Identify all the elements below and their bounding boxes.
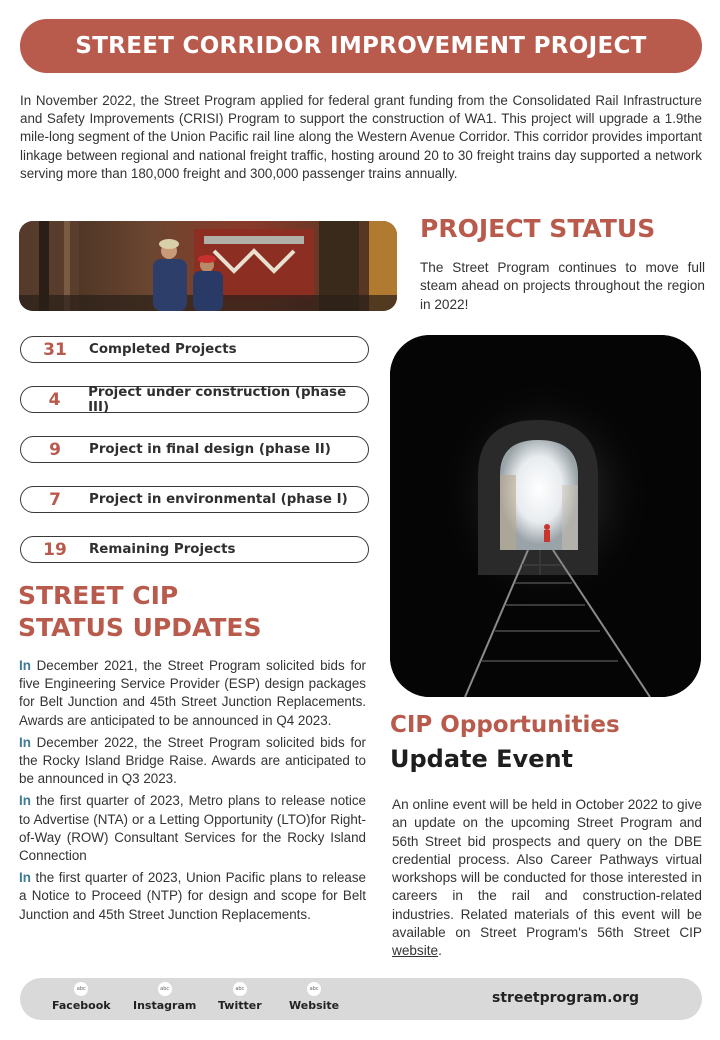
intro-paragraph: In November 2022, the Street Program applied for federal grant funding from the Consolidated Rail Infrastructure and Safety Improvements (CRISI) Program to support the construction of WA1. This project will upgrade a 1.9the mile-long segment of the Union Pacific rail line along the Western Avenue Corridor. This corridor provides important linkage between regional and national freight traffic, hosting around 20 to 30 freight trains day supported a network serving more than 180,000 freight and 300,000 passenger trains annually. xyxy=(20,93,702,181)
instagram-icon: abc xyxy=(158,982,172,996)
social-twitter[interactable] xyxy=(218,982,262,1012)
website-link[interactable]: website xyxy=(392,943,439,959)
facebook-icon: abc xyxy=(74,982,88,996)
social-website[interactable] xyxy=(289,982,339,1012)
stat-label: Project in final design (phase II) xyxy=(89,442,331,457)
opportunities-heading: CIP Opportunities xyxy=(390,712,620,738)
stat-label: Project under construction (phase III) xyxy=(88,384,347,415)
update-item: In the first quarter of 2023, Union Pacific plans to release a Notice to Proceed (NTP) for design and scope for Belt Junction and 45th Street Junction Replacements. xyxy=(19,870,366,922)
cip-heading-line1: STREET CIP xyxy=(18,581,179,610)
footer-bar xyxy=(20,978,702,1020)
stat-label: Project in environmental (phase I) xyxy=(89,492,348,507)
stat-number: 9 xyxy=(49,439,61,460)
stat-label: Completed Projects xyxy=(89,342,237,357)
stat-completed xyxy=(20,336,369,363)
update-item: In December 2022, the Street Program solicited bids for the Rocky Island Bridge Raise. Awards are anticipated to be announced in Q3 2023. xyxy=(19,734,366,787)
project-status-text: The Street Program continues to move full steam ahead on projects throughout the region in 2022! xyxy=(420,260,705,312)
social-label: Twitter xyxy=(218,999,262,1012)
social-label: Instagram xyxy=(133,999,197,1012)
stat-environmental xyxy=(20,486,369,513)
stat-final-design xyxy=(20,436,369,463)
workers-photo xyxy=(19,221,397,311)
stat-number: 19 xyxy=(43,539,67,560)
opportunities-subheading: Update Event xyxy=(390,745,574,773)
update-item: In December 2021, the Street Program solicited bids for five Engineering Service Provider (ESP) design packages for Belt Junction and 45th Street Junction Replacements. Awards are anticipated to be announced in Q4 2023. xyxy=(19,658,366,728)
cip-updates-list xyxy=(19,657,366,928)
stat-under-construction xyxy=(20,386,369,413)
site-url[interactable]: streetprogram.org xyxy=(492,990,639,1006)
update-item: In the first quarter of 2023, Metro plans to release notice to Advertise (NTA) or a Letting Opportunity (LTO)for Right-of-Way (ROW) Consultant Services for the Rocky Island Connection xyxy=(19,793,366,864)
social-label: Website xyxy=(289,999,340,1012)
social-instagram[interactable] xyxy=(133,982,196,1012)
cip-updates-heading xyxy=(18,580,262,644)
stat-remaining xyxy=(20,536,369,563)
opportunities-text: An online event will be held in October 2022 to give an update on the upcoming Street Program and 56th Street bid prospects and query on the DBE credential process. Also Career Pathways virtual workshops will be conducted for those interested in careers in the rail and construction-related industries. Related materials of this event will be available on Street Program's 56th Street CIP website. xyxy=(392,797,702,959)
title-banner xyxy=(20,19,702,73)
stat-label: Remaining Projects xyxy=(89,542,236,557)
tunnel-photo xyxy=(390,335,701,697)
project-status-heading: PROJECT STATUS xyxy=(420,214,656,243)
page-title: STREET CORRIDOR IMPROVEMENT PROJECT xyxy=(75,33,647,59)
cip-heading-line2: STATUS UPDATES xyxy=(18,613,262,642)
social-facebook[interactable] xyxy=(52,982,111,1012)
social-label: Facebook xyxy=(52,999,111,1012)
stat-number: 7 xyxy=(49,489,61,510)
stat-number: 4 xyxy=(48,389,61,410)
twitter-icon: abc xyxy=(233,982,247,996)
stat-number: 31 xyxy=(43,339,67,360)
website-icon: abc xyxy=(307,982,321,996)
